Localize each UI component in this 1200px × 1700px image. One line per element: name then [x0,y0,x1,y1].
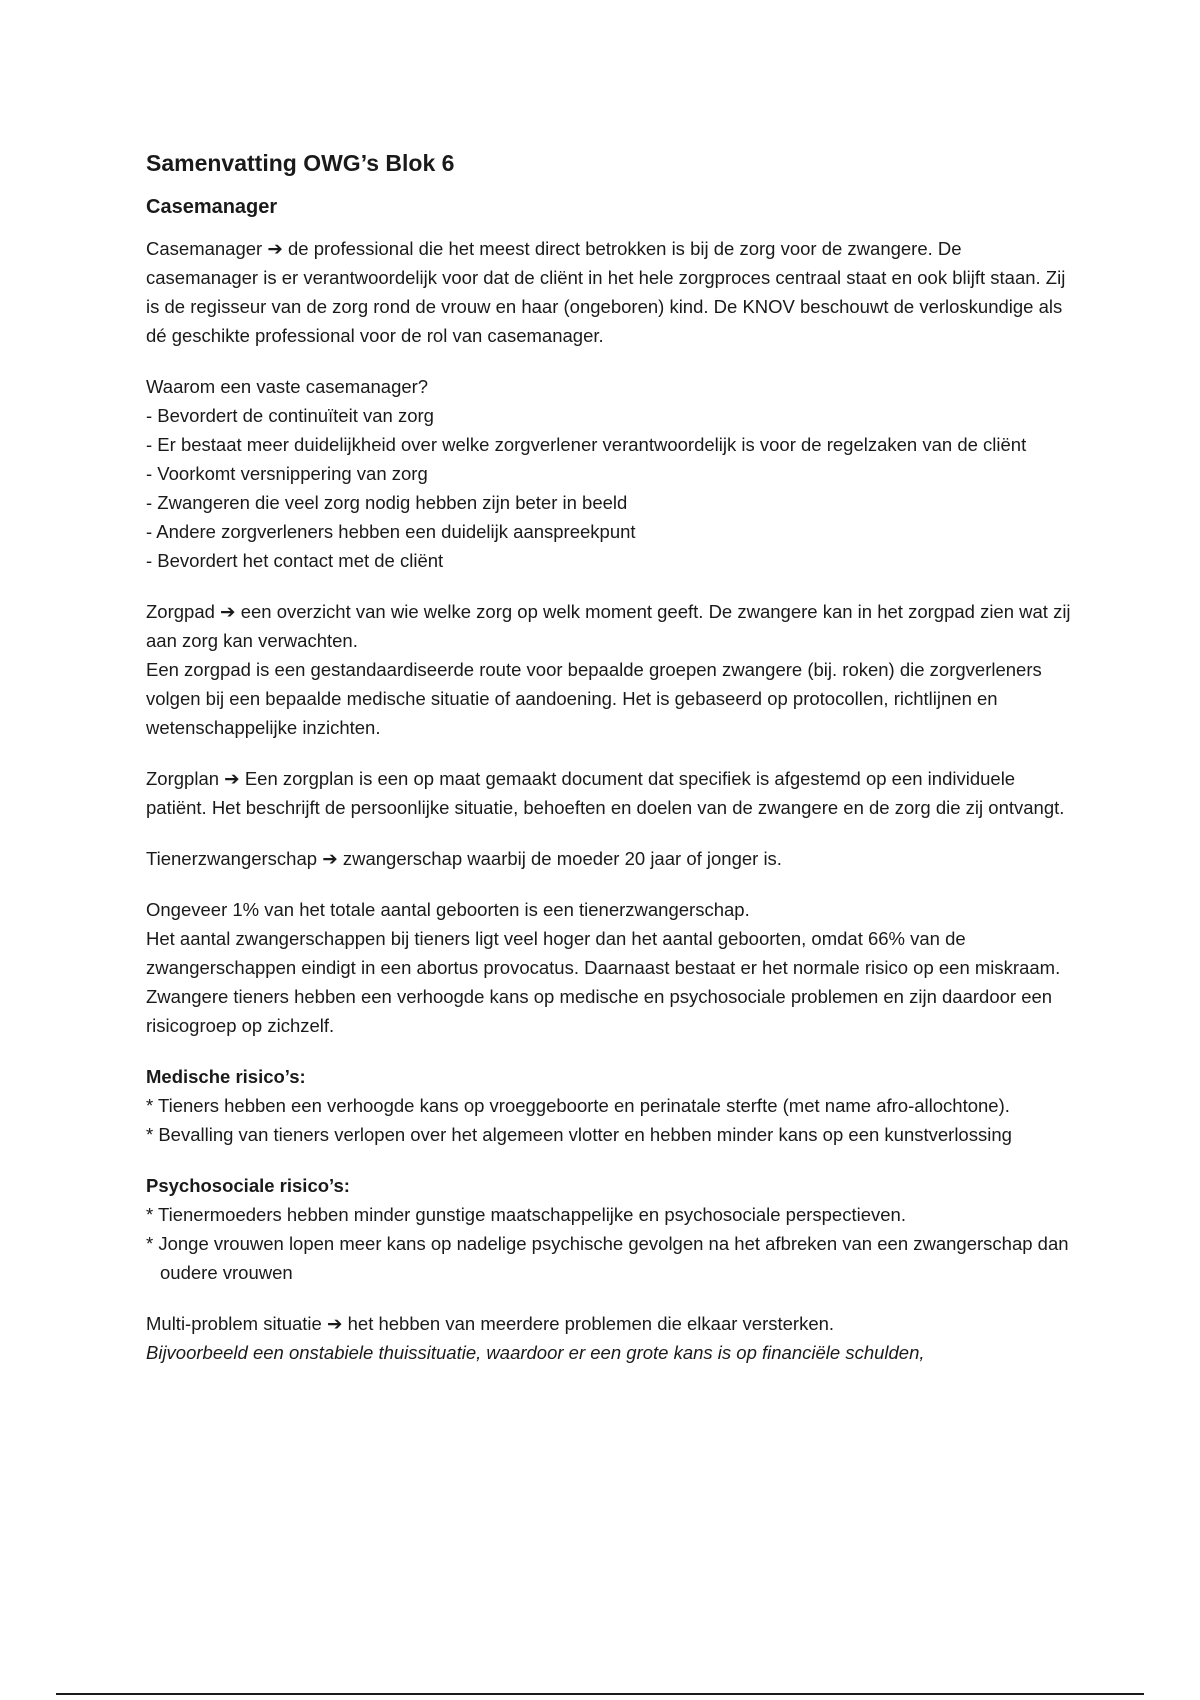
tienerzwangerschap-paragraph [146,844,1076,873]
definition-text: de professional die het meest direct betrokken is bij de zorg voor de zwangere. De casemanager is er verantwoordelijk voor dat de cliënt in het hele zorgproces centraal staat en ook blijft staan. Zij is de regisseur van de zorg rond de vrouw en haar (ongeboren) kind. De KNOV beschouwt de verloskundige als dé geschikte professional voor de rol van casemanager. [146,238,1066,346]
definition-text: zwangerschap waarbij de moeder 20 jaar of jonger is. [342,848,782,869]
list-item: * Tienermoeders hebben minder gunstige maatschappelijke en psychosociale perspectieven. [146,1204,906,1225]
stats-line-1: Ongeveer 1% van het totale aantal geboorten is een tienerzwangerschap. [146,899,750,920]
document-title: Samenvatting OWG’s Blok 6 [146,150,455,176]
multiproblem-example: Bijvoorbeeld een onstabiele thuissituatie, waardoor er een grote kans is op financiële schulden, [146,1342,925,1363]
reasons-list [146,401,1076,575]
list-item: * Tieners hebben een verhoogde kans op vroeggeboorte en perinatale sterfte (met name afro-allochtone). [146,1095,1010,1116]
why-question: Waarom een vaste casemanager? [146,376,429,397]
psychosociale-risicos-list [146,1200,1076,1287]
stats-line-3: Zwangere tieners hebben een verhoogde kans op medische en psychosociale problemen en zijn daardoor een risicogroep op zichzelf. [146,986,1053,1036]
list-item: - Zwangeren die veel zorg nodig hebben zijn beter in beeld [146,492,628,513]
list-item: - Bevordert de continuïteit van zorg [146,405,434,426]
arrow-icon: ➔ [322,848,338,869]
psychosociale-risicos-heading: Psychosociale risico’s: [146,1175,350,1196]
footer-divider [56,1693,1144,1695]
stats-line-2: Het aantal zwangerschappen bij tieners ligt veel hoger dan het aantal geboorten, omdat 66% van de zwangerschappen eindigt in een abortus provocatus. Daarnaast bestaat er het normale risico op een miskraam. [146,928,1061,978]
list-item: * Bevalling van tieners verlopen over het algemeen vlotter en hebben minder kans op een kunstverlossing [146,1124,1012,1145]
zorgpad-paragraph [146,597,1076,742]
medische-risicos-heading: Medische risico’s: [146,1066,306,1087]
list-item: - Andere zorgverleners hebben een duidelijk aanspreekpunt [146,521,636,542]
document-page [146,146,1076,1367]
section-heading-casemanager: Casemanager [146,196,278,218]
arrow-icon: ➔ [224,768,240,789]
multiproblem-paragraph [146,1309,1076,1367]
definition-text: een overzicht van wie welke zorg op welk moment geeft. De zwangere kan in het zorgpad zien wat zij aan zorg kan verwachten. [146,601,1071,651]
definition-text: Een zorgplan is een op maat gemaakt document dat specifiek is afgestemd op een individuele patiënt. Het beschrijft de persoonlijke situatie, behoeften en doelen van de zwangere en de zorg die zij ontvangt. [146,768,1065,818]
medische-risicos-list [146,1091,1076,1149]
zorgplan-paragraph [146,764,1076,822]
term: Zorgplan [146,768,220,789]
list-item: - Bevordert het contact met de cliënt [146,550,444,571]
term: Zorgpad [146,601,215,622]
tiener-stats-paragraph [146,895,1076,1040]
list-item: - Er bestaat meer duidelijkheid over welke zorgverlener verantwoordelijk is voor de regelzaken van de cliënt [146,434,1027,455]
list-item: - Voorkomt versnippering van zorg [146,463,428,484]
arrow-icon: ➔ [326,1313,343,1334]
term: Multi-problem situatie [146,1313,322,1334]
definition-text: het hebben van meerdere problemen die elkaar versterken. [347,1313,835,1334]
term: Tienerzwangerschap [146,848,318,869]
arrow-icon: ➔ [220,601,236,622]
term: Casemanager [146,238,263,259]
casemanager-definition [146,234,1076,350]
zorgpad-extra: Een zorgpad is een gestandaardiseerde route voor bepaalde groepen zwangere (bij. roken) die zorgverleners volgen bij een bepaalde medische situatie of aandoening. Het is gebaseerd op protocollen, richtlijnen en wetenschappelijke inzichten. [146,659,1042,738]
arrow-icon: ➔ [267,238,283,259]
list-item: * Jonge vrouwen lopen meer kans op nadelige psychische gevolgen na het afbreken van een zwangerschap dan oudere vrouwen [146,1233,1069,1283]
